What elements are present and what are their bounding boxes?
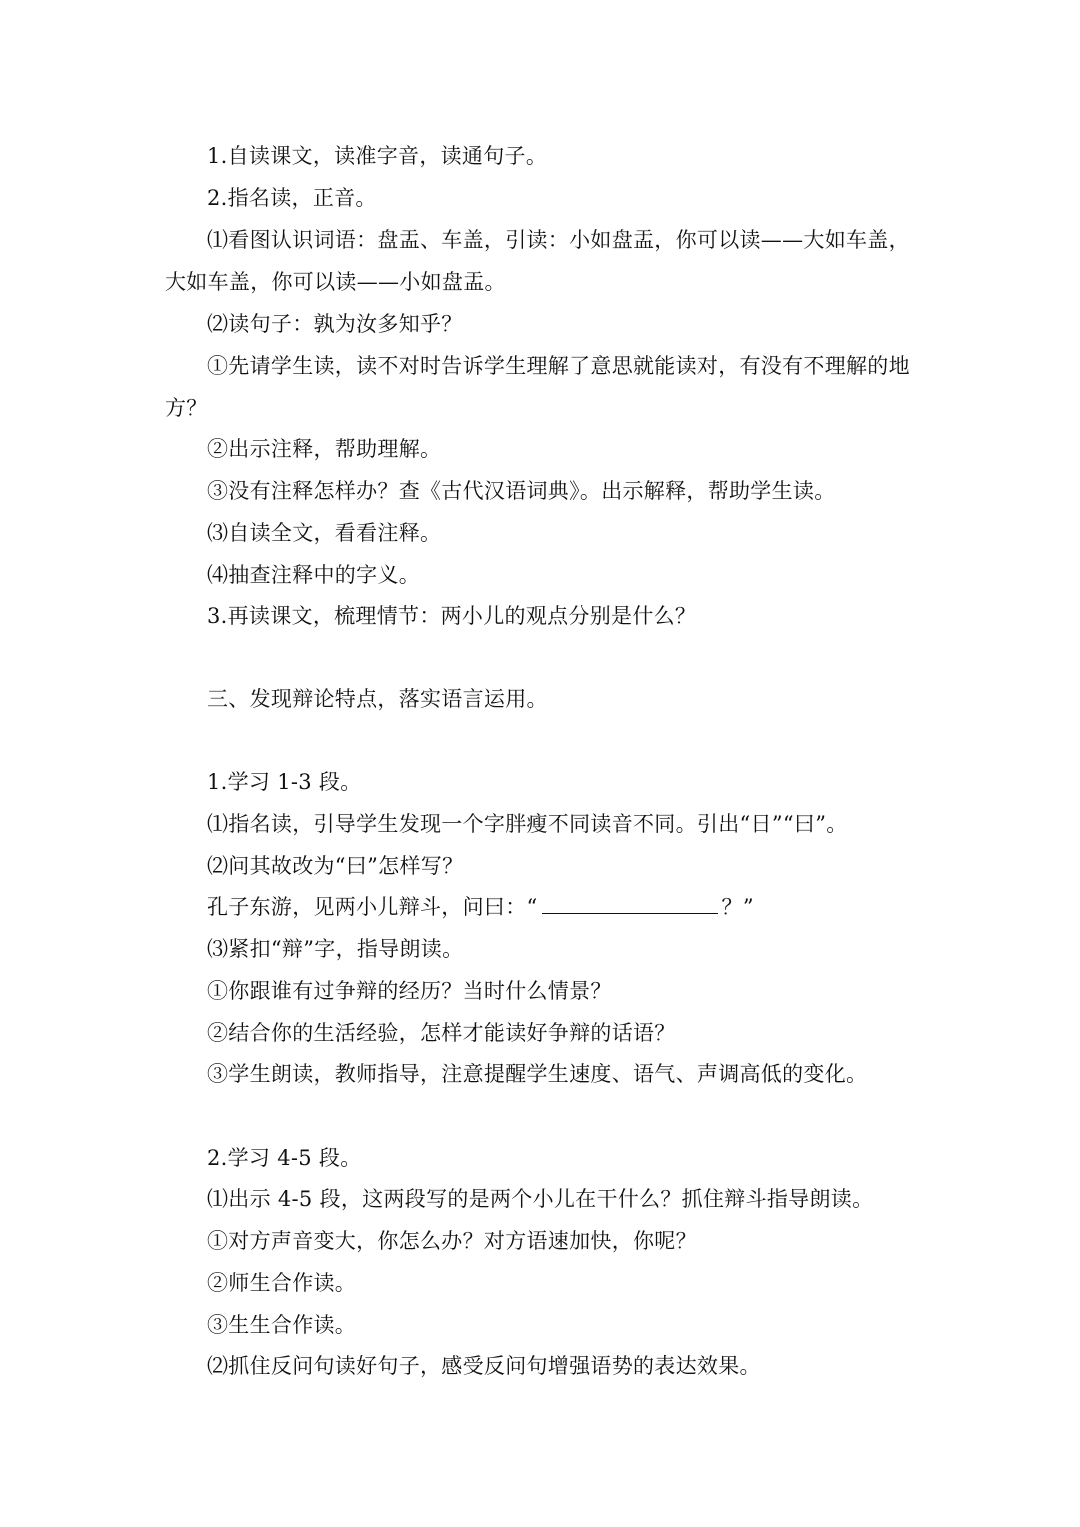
fill-in-blank	[542, 895, 718, 914]
text-line: ⑶紧扣“辩”字，指导朗读。	[207, 937, 464, 961]
text-line: ⑴看图认识词语：盘盂、车盖，引读：小如盘盂，你可以读——大如车盖，	[207, 228, 910, 252]
text-line: 方？	[165, 396, 208, 420]
text-line: ⑷抽查注释中的字义。	[207, 563, 420, 587]
text-line: ②结合你的生活经验，怎样才能读好争辩的话语？	[207, 1021, 676, 1045]
text-line: 2.学习 4-5 段。	[207, 1146, 362, 1170]
text-line: 3.再读课文，梳理情节：两小儿的观点分别是什么？	[207, 604, 697, 628]
text-line: ②出示注释，帮助理解。	[207, 437, 442, 461]
fill-in-prefix: 孔子东游，见两小儿辩斗，问曰：“	[207, 895, 538, 919]
text-line: 2.指名读，正音。	[207, 186, 377, 210]
text-line: ⑵抓住反问句读好句子，感受反问句增强语势的表达效果。	[207, 1354, 761, 1378]
text-line: ⑶自读全文，看看注释。	[207, 521, 442, 545]
text-line: ⑴出示 4-5 段，这两段写的是两个小儿在干什么？抓住辩斗指导朗读。	[207, 1187, 874, 1211]
text-line: ⑵问其故改为“曰”怎样写？	[207, 854, 464, 878]
text-line: ①对方声音变大，你怎么办？对方语速加快，你呢？	[207, 1229, 697, 1253]
fill-in-line	[207, 893, 754, 921]
text-line: ②师生合作读。	[207, 1271, 357, 1295]
text-line: ①你跟谁有过争辩的经历？当时什么情景？	[207, 979, 612, 1003]
text-line: 大如车盖，你可以读——小如盘盂。	[165, 270, 506, 294]
text-line: ①先请学生读，读不对时告诉学生理解了意思就能读对，有没有不理解的地	[207, 354, 910, 378]
text-line: ⑴指名读，引导学生发现一个字胖瘦不同读音不同。引出“日”“曰”。	[207, 812, 848, 836]
text-line: 1.自读课文，读准字音，读通句子。	[207, 144, 548, 168]
text-line: ③没有注释怎样办？查《古代汉语词典》。出示解释，帮助学生读。	[207, 479, 836, 503]
text-line: 1.学习 1-3 段。	[207, 770, 362, 794]
section-heading: 三、发现辩论特点，落实语言运用。	[207, 687, 548, 711]
text-line: ③学生朗读，教师指导，注意提醒学生速度、语气、声调高低的变化。	[207, 1062, 868, 1086]
fill-in-suffix: ？”	[721, 895, 754, 919]
text-line: ⑵读句子：孰为汝多知乎？	[207, 312, 463, 336]
text-line: ③生生合作读。	[207, 1313, 357, 1337]
